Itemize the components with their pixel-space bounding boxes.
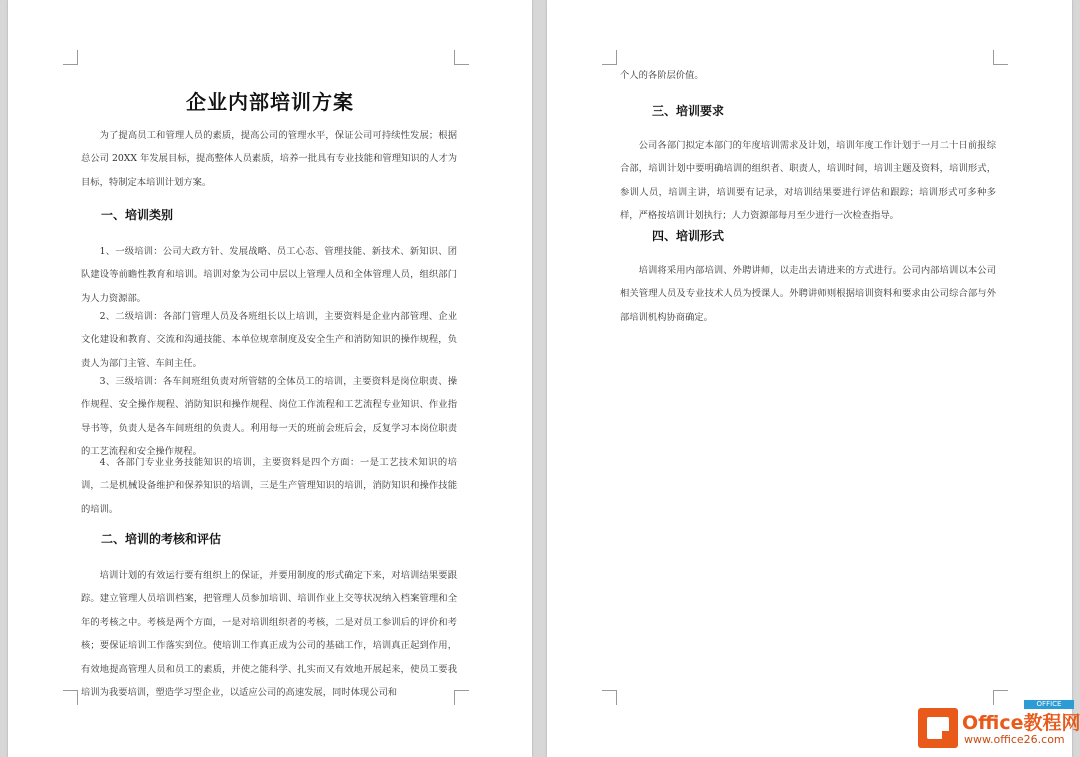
margin-corner-top-right	[993, 50, 1008, 65]
section-heading-1: 一、培训类别	[101, 208, 174, 222]
document-page-2	[547, 0, 1072, 757]
margin-corner-top-left	[602, 50, 617, 65]
margin-corner-top-left	[63, 50, 78, 65]
watermark-brand: Office教程网	[962, 712, 1080, 734]
section-heading-4: 四、培训形式	[652, 229, 725, 243]
margin-corner-top-right	[454, 50, 469, 65]
section1-item-3: 3、三级培训：各车间班组负责对所管辖的全体员工的培训，主要资料是岗位职责、操作规程、安全操作规程、消防知识和操作规程、岗位工作流程和工艺流程专业知识、作业指导书等，负责人是各车间班组的负责人。利用每一天的班前会班后会，反复学习本岗位职责的工艺流程和安全操作规程。	[81, 376, 457, 458]
section1-item-4: 4、各部门专业业务技能知识的培训，主要资料是四个方面：一是工艺技术知识的培训，二是机械设备维护和保养知识的培训，三是生产管理知识的培训，消防知识和操作技能的培训。	[81, 457, 457, 515]
watermark-url: www.office26.com	[964, 733, 1065, 746]
section-heading-2: 二、培训的考核和评估	[101, 532, 222, 546]
section1-item-1: 1、一级培训：公司大政方针、发展战略、员工心态、管理技能、新技术、新知识、团队建设等前瞻性教育和培训。培训对象为公司中层以上管理人员和全体管理人员，组织部门为人力资源部。	[81, 246, 457, 304]
document-title: 企业内部培训方案	[186, 90, 354, 114]
section3-paragraph: 公司各部门拟定本部门的年度培训需求及计划，培训年度工作计划于一月二十日前报综合部，培训计划中要明确培训的组织者、职责人，培训时间，培训主题及资料，培训形式，参训人员，培训主讲，培训要有记录，对培训结果要进行评估和跟踪；培训形式可多种多样，严格按培训计划执行；人力资源部每月至少进行一次检查指导。	[620, 140, 996, 222]
continuation-text: 个人的各阶层价值。	[620, 70, 704, 81]
section4-paragraph: 培训将采用内部培训、外聘讲师，以走出去请进来的方式进行。公司内部培训以本公司相关管理人员及专业技术人员为授课人。外聘讲师则根据培训资料和要求由公司综合部与外部培训机构协商确定。	[620, 265, 996, 323]
section2-paragraph: 培训计划的有效运行要有组织上的保证，并要用制度的形式确定下来，对培训结果要跟踪。建立管理人员培训档案，把管理人员参加培训、培训作业上交等状况纳入档案管理和全年的考核之中。考核是两个方面，一是对培训组织者的考核，二是对员工参训后的评价和考核；要保证培训工作落实到位。使培训工作真正成为公司的基础工作，培训真正起到作用，有效地提高管理人员和员工的素质，并使之能科学、扎实而又有效地开展起来，使员工要我培训为我要培训，塑造学习型企业，以适应公司的高速发展，同时体现公司和	[81, 570, 457, 699]
margin-corner-bottom-left	[63, 690, 78, 705]
section-heading-3: 三、培训要求	[652, 104, 725, 118]
document-page-1	[8, 0, 532, 757]
office26-watermark-logo	[918, 700, 1078, 752]
section1-item-2: 2、二级培训：各部门管理人员及各班组长以上培训，主要资料是企业内部管理、企业文化建设和教育、交流和沟通技能、本单位规章制度及安全生产和消防知识的操作规程，负责人为部门主管、车间主任。	[81, 311, 457, 369]
intro-paragraph: 为了提高员工和管理人员的素质，提高公司的管理水平，保证公司可持续性发展；根据总公司 20XX 年发展目标，提高整体人员素质，培养一批具有专业技能和管理知识的人才为目标，特制定本培训计划方案。	[81, 130, 457, 188]
watermark-badge: OFFICE	[1024, 700, 1074, 709]
margin-corner-bottom-left	[602, 690, 617, 705]
office-logo-icon	[918, 708, 958, 748]
